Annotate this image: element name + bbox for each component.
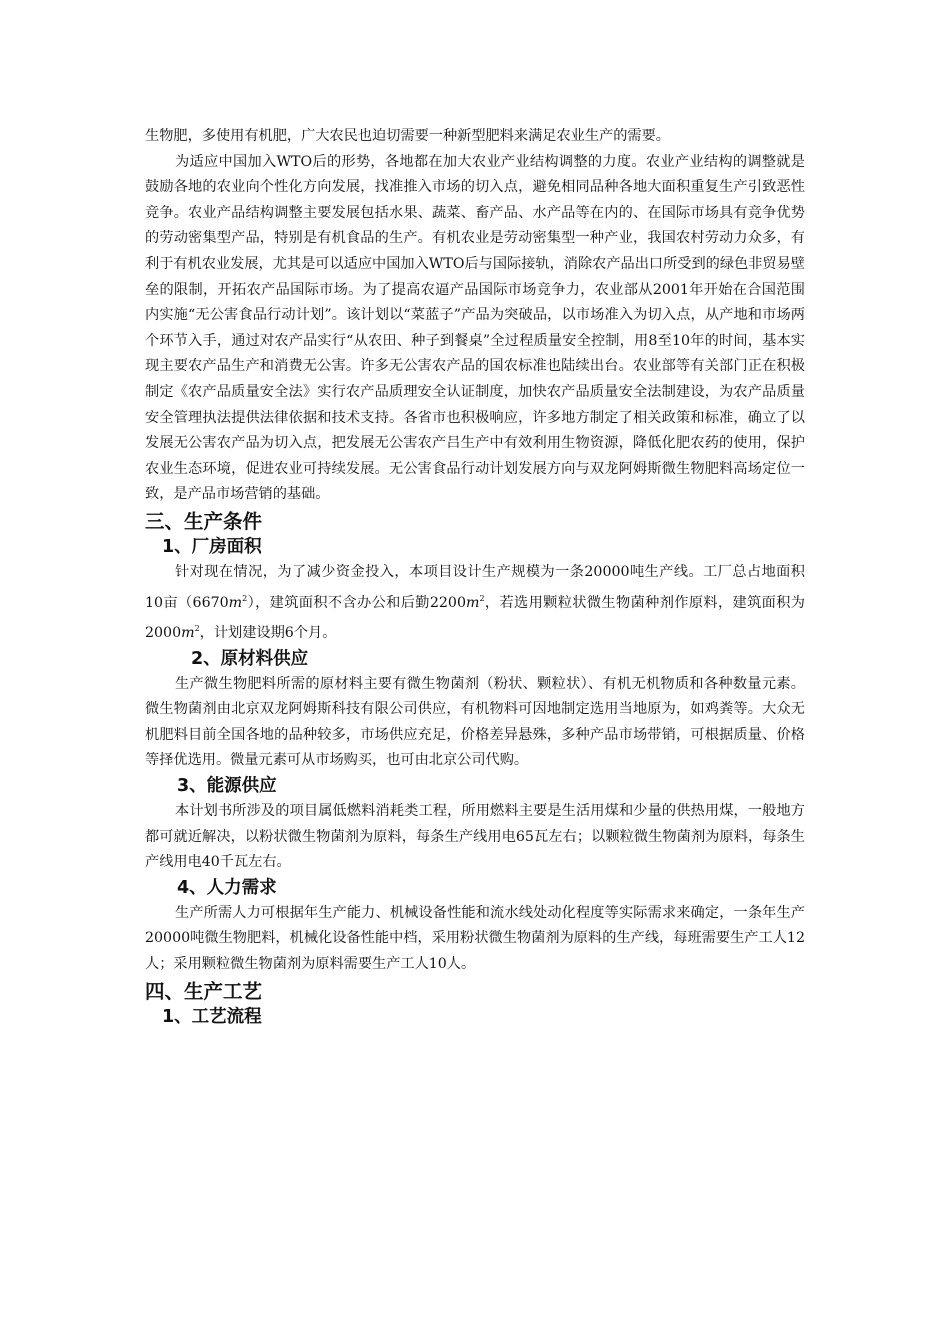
subsection-heading-energy-supply: 3、能源供应 xyxy=(177,776,277,797)
unit-square-meter: $m^2$ xyxy=(181,624,200,642)
subsection-heading-labor-demand: 4、人力需求 xyxy=(177,877,277,898)
paragraph-labor-demand: 生产所需人力可根据年生产能力、机械设备性能和流水线处动化程度等实际需求来确定，一条年生产20000吨微生物肥料，机械化设备性能中档，采用粉状微生物菌剂为原料的生产线，每班需要生产工人12人；采用颗粒微生物菌剂为原料需要生产工人10人。 xyxy=(145,904,805,973)
unit-square-meter: $m^2$ xyxy=(465,593,485,611)
unit-square-meter: $m^2$ xyxy=(228,593,248,611)
section-heading-production-process: 四、生产工艺 xyxy=(145,979,263,1003)
paragraph-market-background: 为适应中国加入WTO后的形势，各地都在加大农业产业结构调整的力度。农业产业结构的调整就是鼓励各地的农业向个性化方向发展，找准推入市场的切入点，避免相同品种各地大面积重复生产引致恶性竞争。农业产品结构调整主要发展包括水果、蔬菜、畜产品、水产品等在内的、在国际市场具有竞争优势的劳动密集型产品，特别是有机食品的生产。有机农业是劳动密集型一种产业，我国农村劳动力众多，有利于有机农业发展，尤其是可以适应中国加入WTO后与国际接轨，消除农产品出口所受到的绿色非贸易壁垒的限制，开拓农产品国际市场。为了提高农逼产品国际市场竞争力，农业部从2001年开始在合国范围内实施“无公害食品行动计划”。该计划以“菜蓝子”产品为突破品，以市场准入为切入点，从产地和市场两个环节入手，通过对农产品实行“从农田、种子到餐桌”全过程质量安全控制，用8至10年的时间，基本实现主要农产品生产和消费无公害。许多无公害农产品的国农标准也陆续出台。农业部等有关部门正在积极制定《农产品质量安全法》实行农产品质理安全认证制度，加快农产品质量安全法制建设，为农产品质量安全管理执法提供法律依据和技术支持。各省市也积极响应，许多地方制定了相关政策和标准，确立了以发展无公害农产品为切入点，把发展无公害农产吕生产中有效利用生物资源，降低化肥农药的使用，保护农业生态环境，促进农业可持续发展。无公害食品行动计划发展方向与双龙阿姆斯微生物肥料高场定位一致，是产品市场营销的基础。 xyxy=(145,153,805,503)
subsection-heading-process-flow: 1、工艺流程 xyxy=(162,1006,262,1027)
paragraph-raw-materials: 生产微生物肥料所需的原材料主要有微生物菌剂（粉状、颗粒状）、有机无机物质和各种数量元素。微生物菌剂由北京双龙阿姆斯科技有限公司供应，有机物料可因地制定选用当地原为，如鸡粪等。大众无机肥料目前全国各地的品种较多，市场供应充足，价格差异悬殊，多种产品市场带销，可根据质量、价格等择优选用。微量元素可从市场购买，也可由北京公司代购。 xyxy=(145,675,805,769)
paragraph-energy-supply: 本计划书所涉及的项目属低燃料消耗类工程，所用燃料主要是生活用煤和少量的供热用煤，一般地方都可就近解决，以粉状微生物菌剂为原料，每条生产线用电65瓦左右；以颗粒微生物菌剂为原料，每条生产线用电40千瓦左右。 xyxy=(145,803,805,871)
subsection-heading-raw-materials: 2、原材料供应 xyxy=(191,648,309,669)
document-page xyxy=(145,124,805,1030)
paragraph-intro-end: 生物肥，多使用有机肥，广大农民也迫切需要一种新型肥料来满足农业生产的需要。 xyxy=(145,128,670,144)
paragraph-plant-area: 针对现在情况，为了减少资金投入，本项目设计生产规模为一条20000吨生产线。工厂总占地面积10亩$(6670m^2)$，建筑面积不含办公和后勤$2200m^2$，若选用颗粒状微生物菌种剂作原料，建筑面积为$2000m^2$，计划建设期6个月。 xyxy=(145,563,805,642)
subsection-heading-plant-area: 1、厂房面积 xyxy=(162,536,262,557)
section-heading-production-conditions: 三、生产条件 xyxy=(145,509,263,533)
